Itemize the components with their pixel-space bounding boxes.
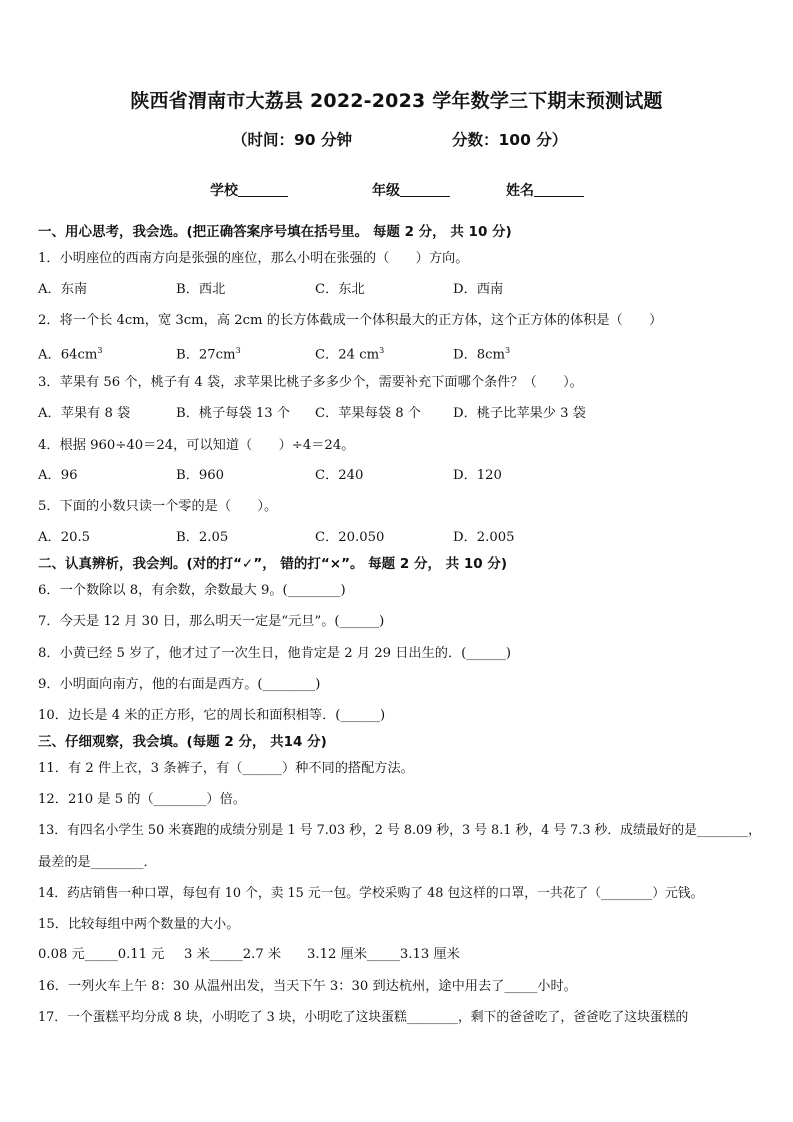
q5-option-b: B．2.05 xyxy=(176,530,229,545)
q1-option-d: D．西南 xyxy=(453,282,504,297)
q4-option-d: D．120 xyxy=(453,468,502,483)
question-7: 7．今天是 12 月 30 日，那么明天一定是“元旦”。(______) xyxy=(38,614,385,629)
question-4: 4．根据 960÷40＝24，可以知道（ ）÷4＝24。 xyxy=(38,438,355,453)
section-2-heading: 二、认真辨析，我会判。(对的打“✓”， 错的打“×”。 每题 2 分， 共 10 分) xyxy=(38,556,508,572)
q1-option-a: A．东南 xyxy=(38,282,88,297)
question-10: 10．边长是 4 米的正方形，它的周长和面积相等．(______) xyxy=(38,708,386,723)
question-2: 2．将一个长 4cm，宽 3cm，高 2cm 的长方体截成一个体积最大的正方体，这个正方体的体积是（ ） xyxy=(38,313,663,328)
q1-option-b: B．西北 xyxy=(176,282,226,297)
page-title: 陕西省渭南市大荔县 2022-2023 学年数学三下期末预测试题 xyxy=(130,90,663,112)
question-5: 5．下面的小数只读一个零的是（ ）。 xyxy=(38,499,278,514)
q15-item-2: 3 米_____2.7 米 xyxy=(184,947,282,962)
q15-item-1: 0.08 元_____0.11 元 xyxy=(38,947,165,962)
question-6: 6．一个数除以 8，有余数，余数最大 9。(________) xyxy=(38,583,346,598)
q2-option-b xyxy=(176,342,241,364)
q2-option-b-text: B．27cm xyxy=(176,347,236,363)
grade-blank xyxy=(400,182,450,197)
q3-option-a: A．苹果有 8 袋 xyxy=(38,406,131,421)
q2-option-d-text: D．8cm xyxy=(453,347,506,363)
q2-option-d-sup: 3 xyxy=(505,346,511,355)
name-label: 姓名 xyxy=(506,183,534,199)
question-16: 16．一列火车上午 8：30 从温州出发，当天下午 3：30 到达杭州，途中用去了_____小时。 xyxy=(38,979,577,994)
q3-option-c: C．苹果每袋 8 个 xyxy=(315,406,421,421)
q3-option-d: D．桃子比苹果少 3 袋 xyxy=(453,406,586,421)
question-12: 12．210 是 5 的（________）倍。 xyxy=(38,792,246,807)
score-label: 分数：100 分） xyxy=(452,131,568,149)
name-field xyxy=(506,180,584,200)
question-13-line-2: 最差的是________． xyxy=(38,855,157,870)
question-1: 1．小明座位的西南方向是张强的座位，那么小明在张强的（ ）方向。 xyxy=(38,251,469,266)
school-field xyxy=(210,180,288,200)
q15-item-3: 3.12 厘米_____3.13 厘米 xyxy=(307,947,460,962)
grade-field xyxy=(372,180,450,200)
question-14: 14．药店销售一种口罩，每包有 10 个，卖 15 元一包。学校采购了 48 包这样的口罩，一共花了（________）元钱。 xyxy=(38,886,704,901)
q2-option-c-text: C．24 cm xyxy=(315,347,380,363)
q4-option-b: B．960 xyxy=(176,468,225,483)
grade-label: 年级 xyxy=(372,183,400,199)
q5-option-d: D．2.005 xyxy=(453,530,515,545)
q5-option-c: C．20.050 xyxy=(315,530,385,545)
q5-option-a: A．20.5 xyxy=(38,530,91,545)
question-8: 8．小黄已经 5 岁了，他才过了一次生日，他肯定是 2 月 29 日出生的．(______) xyxy=(38,646,512,661)
q2-option-a xyxy=(38,342,102,364)
q4-option-c: C．240 xyxy=(315,468,364,483)
question-11: 11．有 2 件上衣，3 条裤子，有（______）种不同的搭配方法。 xyxy=(38,761,414,776)
question-17: 17．一个蛋糕平均分成 8 块，小明吃了 3 块，小明吃了这块蛋糕________，剩下的爸爸吃了，爸爸吃了这块蛋糕的 xyxy=(38,1010,689,1025)
q4-option-a: A．96 xyxy=(38,468,78,483)
time-label: （时间：90 分钟 xyxy=(232,131,352,149)
q1-option-c: C．东北 xyxy=(315,282,365,297)
q2-option-d xyxy=(453,342,510,364)
q2-option-a-sup: 3 xyxy=(97,346,103,355)
q3-option-b: B．桃子每袋 13 个 xyxy=(176,406,290,421)
section-3-heading: 三、仔细观察，我会填。(每题 2 分， 共14 分) xyxy=(38,734,327,750)
name-blank xyxy=(534,182,584,197)
q2-option-c xyxy=(315,342,384,364)
question-15: 15．比较每组中两个数量的大小。 xyxy=(38,917,240,932)
school-blank xyxy=(238,182,288,197)
q2-option-b-sup: 3 xyxy=(235,346,241,355)
section-1-heading: 一、用心思考，我会选。(把正确答案序号填在括号里。 每题 2 分， 共 10 分) xyxy=(38,224,512,240)
question-13-line-1: 13．有四名小学生 50 米赛跑的成绩分别是 1 号 7.03 秒，2 号 8.09 秒，3 号 8.1 秒，4 号 7.3 秒．成绩最好的是________， xyxy=(38,823,761,838)
question-3: 3．苹果有 56 个，桃子有 4 袋，求苹果比桃子多多少个，需要补充下面哪个条件？（ ）。 xyxy=(38,375,583,390)
question-9: 9．小明面向南方，他的右面是西方。(________) xyxy=(38,677,321,692)
q2-option-a-text: A．64cm xyxy=(38,347,98,363)
school-label: 学校 xyxy=(210,183,238,199)
q2-option-c-sup: 3 xyxy=(379,346,385,355)
